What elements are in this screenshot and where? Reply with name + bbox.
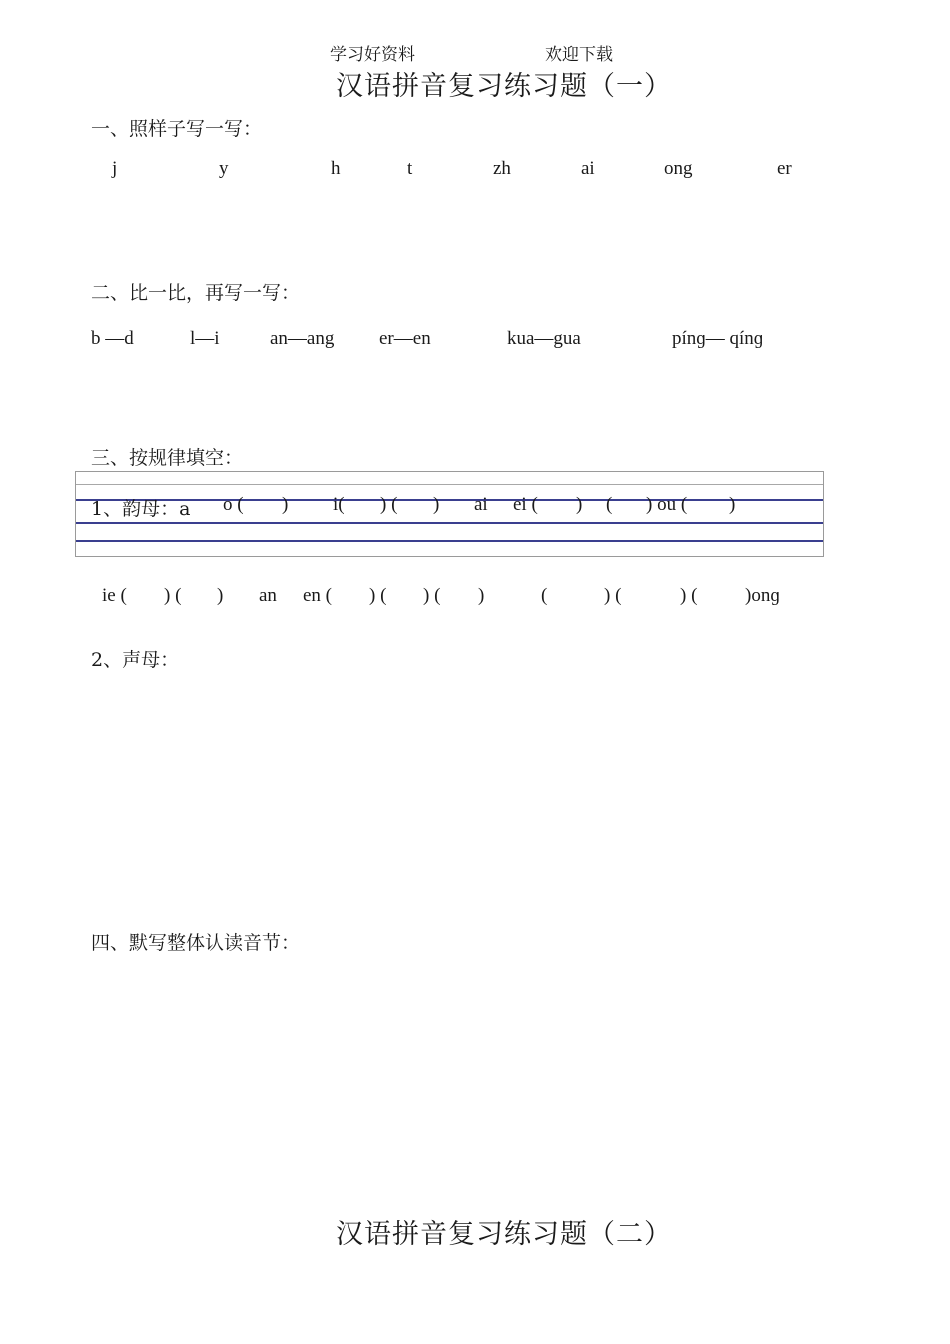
section2-pair: pínɡ— qínɡ bbox=[672, 328, 764, 349]
q1-part: ) bbox=[433, 494, 440, 515]
section4-heading: 四、默写整体认读音节： bbox=[91, 932, 301, 954]
q1-part: ) bbox=[282, 494, 289, 515]
section2-pair: b —d bbox=[91, 328, 134, 349]
q1-part: ) bbox=[729, 494, 736, 515]
section2-pair: er—en bbox=[379, 328, 431, 349]
q1-part: ei ( bbox=[513, 494, 538, 515]
section1-item: ai bbox=[581, 158, 595, 179]
q1-part: ) ou ( bbox=[646, 494, 688, 515]
page-title-1: 汉语拼音复习练习题（一） bbox=[336, 71, 672, 102]
section1-item: j bbox=[112, 158, 118, 179]
section1-item: h bbox=[331, 158, 341, 179]
section1-item: t bbox=[407, 158, 413, 179]
q1-part: ) ( bbox=[380, 494, 398, 515]
section2-heading: 二、比一比，再写一写： bbox=[91, 282, 301, 304]
section2-pair: kua—gua bbox=[507, 328, 581, 349]
q1-label: 1、韵母：a bbox=[91, 498, 191, 520]
grid-line bbox=[76, 484, 823, 485]
q1-part: o ( bbox=[223, 494, 244, 515]
section1-item: y bbox=[219, 158, 229, 179]
section1-item: er bbox=[777, 158, 792, 179]
q1-row2-part: en ( bbox=[303, 585, 333, 606]
q1-row2-part: ie ( bbox=[102, 585, 127, 606]
q1-row2-part: an bbox=[259, 585, 277, 606]
q1-row2-part: ) bbox=[478, 585, 485, 606]
header-left-text: 学习好资料 bbox=[330, 45, 415, 65]
q1-row2-part: ) ( bbox=[423, 585, 441, 606]
section2-pair: l—i bbox=[190, 328, 220, 349]
section1-item: ong bbox=[664, 158, 693, 179]
page-title-2: 汉语拼音复习练习题（二） bbox=[336, 1219, 672, 1250]
q1-row2-part: ) ( bbox=[680, 585, 698, 606]
q1-row2-part: ) ( bbox=[604, 585, 622, 606]
q1-row2-part: ) ( bbox=[369, 585, 387, 606]
q2-label: 2、声母： bbox=[91, 649, 180, 671]
section3-heading: 三、按规律填空： bbox=[91, 447, 244, 469]
q1-part: ) bbox=[576, 494, 583, 515]
q1-part: ai bbox=[474, 494, 488, 515]
section1-item: zh bbox=[493, 158, 511, 179]
q1-part: i( bbox=[333, 494, 345, 515]
q1-row2-part: ) ( bbox=[164, 585, 182, 606]
q1-part: ( bbox=[606, 494, 613, 515]
header-right-text: 欢迎下载 bbox=[545, 45, 613, 65]
section1-heading: 一、照样子写一写： bbox=[91, 118, 263, 140]
grid-line bbox=[76, 522, 823, 524]
q1-row2-part: ( bbox=[541, 585, 548, 606]
q1-row2-part: ) bbox=[217, 585, 224, 606]
q1-row2-part: )onɡ bbox=[745, 585, 780, 606]
grid-line bbox=[76, 540, 823, 542]
section2-pair: an—ang bbox=[270, 328, 335, 349]
